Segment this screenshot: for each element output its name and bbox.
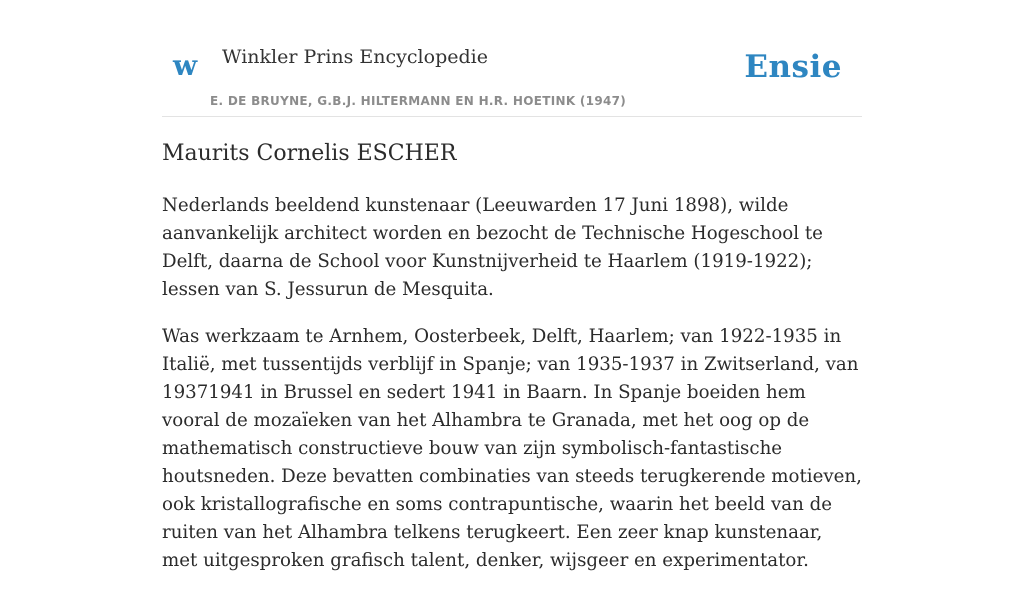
work-logo-icon[interactable]: w (173, 49, 198, 82)
work-authors: E. DE BRUYNE, G.B.J. HILTERMANN EN H.R. HOETINK (1947) (210, 94, 627, 108)
ensie-logo-link[interactable]: Ensie (744, 49, 842, 85)
article-body (162, 192, 862, 594)
article-paragraph: Was werkzaam te Arnhem, Oosterbeek, Delft, Haarlem; van 1922-1935 in Italië, met tussentijds verblijf in Spanje; van 1935-1937 in Zwitserland, van 19371941 in Brussel en sedert 1941 in Baarn. In Spanje boeiden hem vooral de mozaïeken van het Alhambra te Granada, met het oog op de mathematisch constructieve bouw van zijn symbolisch-fantastische houtsneden. Deze bevatten combinaties van steeds terugkerende motieven, ook kristallografische en soms contrapuntische, waarin het beeld van de ruiten van het Alhambra telkens terugkeert. Een zeer knap kunstenaar, met uitgesproken grafisch talent, denker, wijsgeer en experimentator. (162, 326, 862, 571)
work-header (162, 0, 862, 117)
article-paragraph: Nederlands beeldend kunstenaar (Leeuwarden 17 Juni 1898), wilde aanvankelijk architect worden en bezocht de Technische Hogeschool te Delft, daarna de School voor Kunstnijverheid te Haarlem (1919-1922); lessen van S. Jessurun de Mesquita. (162, 195, 823, 300)
work-title-link[interactable]: Winkler Prins Encyclopedie (222, 46, 488, 68)
article-title: Maurits Cornelis ESCHER (162, 141, 457, 166)
